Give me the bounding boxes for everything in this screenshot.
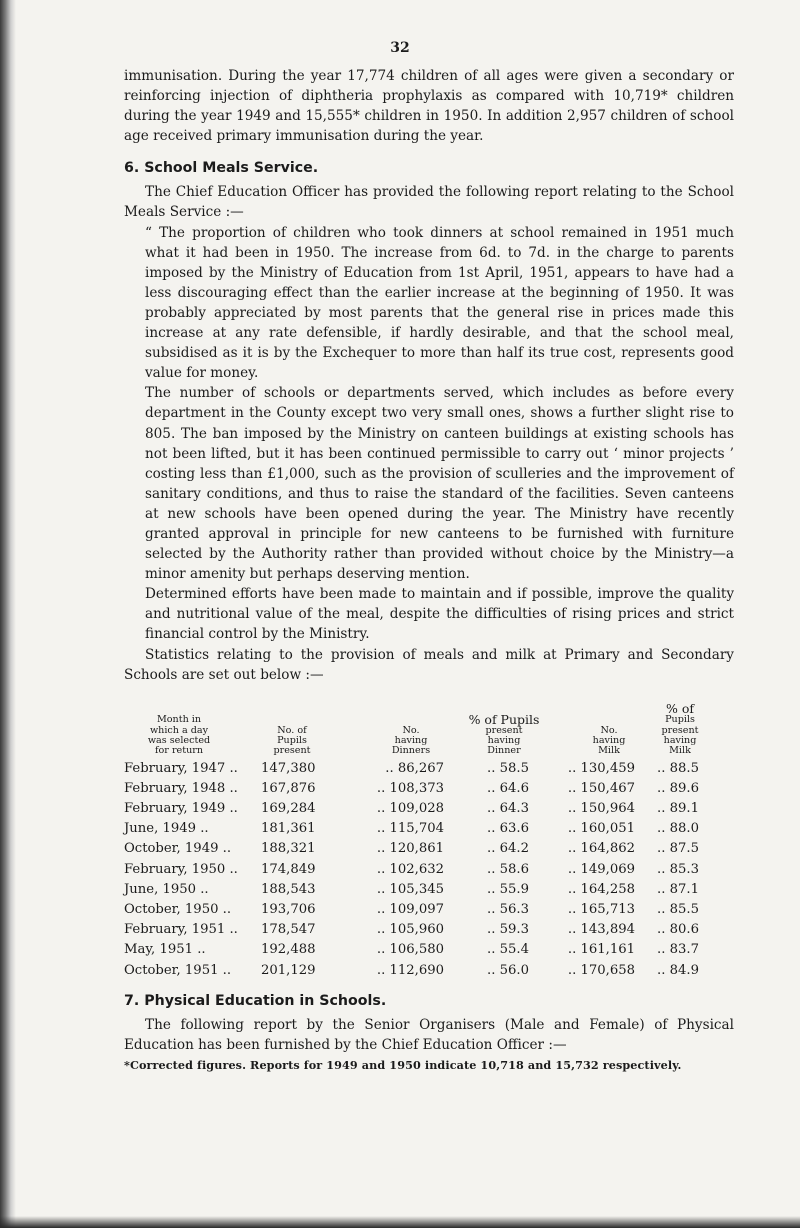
cell-dinner-percent: .. 56.3 [487, 902, 529, 918]
meals-report-quote [124, 223, 734, 645]
cell-pupils-present: 188,321 [261, 841, 316, 857]
cell-milk-percent: .. 87.1 [657, 881, 699, 897]
cell-dinners: .. 102,632 [376, 861, 444, 877]
cell-dinners: .. 105,345 [376, 881, 444, 897]
cell-milk-percent: .. 88.5 [657, 760, 699, 776]
intro-paragraph: immunisation. During the year 17,774 children of all ages were given a secondary or reinforcing injection of diphtheria prophylaxis as compared with 10,719* children during the year 1949 and 15,555* children in 1950. In addition 2,957 children of school age received primary immunisation during the year. [124, 68, 734, 145]
cell-milk-percent: .. 80.6 [657, 922, 699, 938]
cell-milk: .. 130,459 [567, 760, 635, 776]
cell-dinner-percent: .. 59.3 [487, 922, 529, 938]
cell-milk-percent: .. 84.9 [657, 962, 699, 978]
cell-pupils-present: 193,706 [261, 902, 316, 918]
quote-paragraph-4: Statistics relating to the provision of meals and milk at Primary and Secondary Schools are set out below :— [124, 646, 734, 683]
cell-dinner-percent: .. 56.0 [487, 962, 529, 978]
table-row [124, 900, 734, 920]
quote-paragraph-2: The number of schools or departments served, which includes as before every department in the County except two very small ones, shows a further slight rise to 805. The ban imposed by the Ministry on canteen buildings at existing schools has not been lifted, but it has been continued permissible to carry out ‘ minor projects ’ costing less than £1,000, such as the provision of sculleries and the improvement of sanitary conditions, and thus to raise the standard of the facilities. Seven canteens at new schools have been opened during the year. The Ministry have recently granted approval in principle for new canteens to be furnished with furniture selected by the Authority rather than provided without choice by the Ministry—a minor amenity but perhaps deserving mention. [145, 385, 734, 583]
cell-month: May, 1951 .. [124, 942, 206, 958]
cell-pupils-present: 147,380 [261, 760, 316, 776]
cell-dinner-percent: .. 58.5 [487, 760, 529, 776]
table-row [124, 779, 734, 799]
cell-milk-percent: .. 88.0 [657, 821, 699, 837]
cell-milk-percent: .. 83.7 [657, 942, 699, 958]
header-pupils: No. of Pupils present [273, 724, 311, 757]
cell-dinners: .. 108,373 [376, 780, 444, 796]
cell-dinner-percent: .. 64.2 [487, 841, 529, 857]
cell-dinners: .. 105,960 [376, 922, 444, 938]
cell-month: February, 1947 .. [124, 760, 238, 776]
meals-statistics-table [124, 689, 734, 981]
table-row [124, 860, 734, 880]
scan-left-edge [0, 0, 16, 1228]
header-dinner-pct: % of Pupils present having Dinner [468, 711, 540, 757]
header-milk: No. having Milk [592, 724, 626, 757]
cell-dinner-percent: .. 64.6 [487, 780, 529, 796]
header-month: Month in which a day was selected for return [147, 714, 211, 757]
cell-pupils-present: 181,361 [261, 821, 316, 837]
cell-pupils-present: 178,547 [261, 922, 316, 938]
header-dinners: No. having Dinners [391, 724, 431, 757]
cell-month: October, 1950 .. [124, 902, 232, 918]
cell-milk-percent: .. 87.5 [657, 841, 699, 857]
cell-pupils-present: 192,488 [261, 942, 316, 958]
header-milk-pct: % of Pupils present having Milk [661, 701, 699, 757]
cell-dinners: .. 112,690 [376, 962, 444, 978]
cell-pupils-present: 188,543 [261, 881, 316, 897]
cell-month: October, 1951 .. [124, 962, 232, 978]
cell-milk: .. 161,161 [567, 942, 635, 958]
table-body [124, 759, 734, 981]
cell-month: October, 1949 .. [124, 841, 232, 857]
cell-month: February, 1951 .. [124, 922, 238, 938]
cell-dinners: .. 86,267 [385, 760, 444, 776]
cell-month: February, 1948 .. [124, 780, 238, 796]
cell-pupils-present: 167,876 [261, 780, 316, 796]
cell-milk-percent: .. 85.5 [657, 902, 699, 918]
table-row [124, 920, 734, 940]
quote-paragraph-1: “ The proportion of children who took dinners at school remained in 1951 much what it had been in 1950. The increase from 6d. to 7d. in the charge to parents imposed by the Ministry of Education from 1st April, 1951, appears to have had a less discouraging effect than the earlier increase at the beginning of 1950. It was probably appreciated by most parents that the general rise in prices made this increase at any rate defensible, if hardly desirable, and that the school meal, subsidised as it is by the Exchequer to more than half its true cost, represents good value for money. [145, 224, 734, 382]
cell-milk-percent: .. 89.6 [657, 780, 699, 796]
cell-dinner-percent: .. 58.6 [487, 861, 529, 877]
table-row [124, 940, 734, 960]
section-7-intro: The following report by the Senior Organisers (Male and Female) of Physical Education has been furnished by the Chief Education Officer :— [124, 1016, 734, 1053]
table-row [124, 759, 734, 779]
cell-milk: .. 170,658 [567, 962, 635, 978]
cell-dinners: .. 109,028 [376, 801, 444, 817]
cell-dinners: .. 109,097 [376, 902, 444, 918]
cell-milk: .. 149,069 [567, 861, 635, 877]
quote-paragraph-3: Determined efforts have been made to maintain and if possible, improve the quality and nutritional value of the meal, despite the difficulties of rising prices and strict financial control by the Ministry. [145, 586, 734, 643]
cell-dinners: .. 115,704 [376, 821, 444, 837]
cell-dinners: .. 106,580 [376, 942, 444, 958]
cell-pupils-present: 169,284 [261, 801, 316, 817]
section-7-heading: 7. Physical Education in Schools. [124, 992, 387, 1009]
cell-month: February, 1950 .. [124, 861, 238, 877]
table-row [124, 961, 734, 981]
footnote: *Corrected figures. Reports for 1949 and 1950 indicate 10,718 and 15,732 respectively. [124, 1057, 682, 1072]
cell-milk: .. 164,258 [567, 881, 635, 897]
cell-milk: .. 165,713 [567, 902, 635, 918]
page-number: 32 [390, 40, 410, 56]
cell-pupils-present: 174,849 [261, 861, 316, 877]
table-header [124, 689, 734, 759]
scan-bottom-edge [0, 1216, 800, 1228]
table-row [124, 880, 734, 900]
cell-milk-percent: .. 85.3 [657, 861, 699, 877]
cell-month: June, 1950 .. [124, 881, 209, 897]
table-row [124, 839, 734, 859]
cell-dinners: .. 120,861 [376, 841, 444, 857]
table-row [124, 819, 734, 839]
cell-dinner-percent: .. 55.9 [487, 881, 529, 897]
section-6-heading: 6. School Meals Service. [124, 160, 319, 177]
cell-dinner-percent: .. 64.3 [487, 801, 529, 817]
section-6-intro: The Chief Education Officer has provided the following report relating to the School Meals Service :— [124, 184, 734, 221]
cell-month: February, 1949 .. [124, 801, 238, 817]
cell-milk: .. 164,862 [567, 841, 635, 857]
page-content [124, 66, 734, 1072]
cell-milk: .. 150,467 [567, 780, 635, 796]
cell-milk: .. 150,964 [567, 801, 635, 817]
cell-milk: .. 143,894 [567, 922, 635, 938]
cell-month: June, 1949 .. [124, 821, 209, 837]
cell-pupils-present: 201,129 [261, 962, 316, 978]
cell-dinner-percent: .. 55.4 [487, 942, 529, 958]
cell-milk: .. 160,051 [567, 821, 635, 837]
cell-dinner-percent: .. 63.6 [487, 821, 529, 837]
table-row [124, 799, 734, 819]
cell-milk-percent: .. 89.1 [657, 801, 699, 817]
